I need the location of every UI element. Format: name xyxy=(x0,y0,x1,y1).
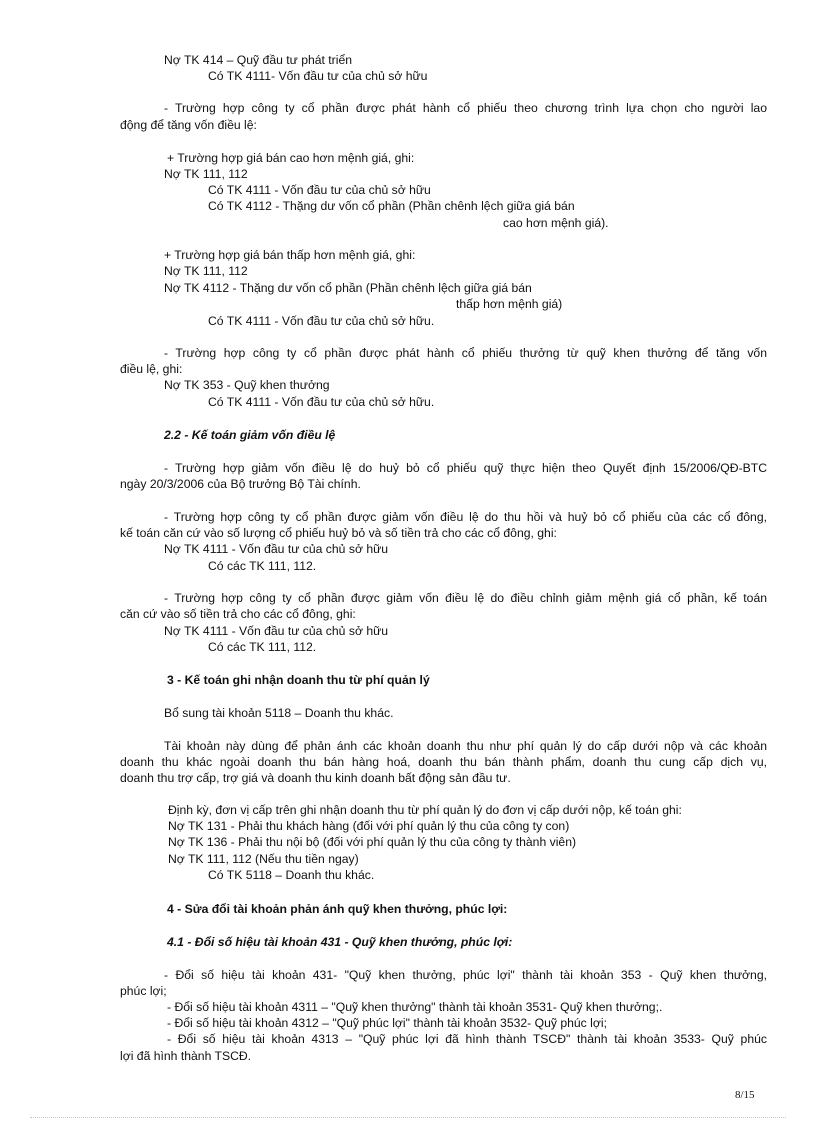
debit-line: Nợ TK 111, 112 (Nếu thu tiền ngay) xyxy=(168,852,359,866)
debit-line: Nợ TK 136 - Phải thu nội bộ (đối với phí quản lý thu của công ty thành viên) xyxy=(168,835,577,849)
credit-line: Có các TK 111, 112. xyxy=(208,559,317,573)
paragraph-line: căn cứ vào số tiền trả cho các cổ đông, ghi: xyxy=(120,607,356,621)
paragraph-line: - Đổi số hiệu tài khoản 431- "Quỹ khen thưởng, phúc lợi" thành tài khoản 353 - Quỹ khen thưởng, xyxy=(164,968,767,982)
section-heading: 4 - Sửa đổi tài khoản phản ánh quỹ khen thưởng, phúc lợi: xyxy=(167,902,508,916)
footer-divider xyxy=(30,1117,786,1118)
debit-line: Nợ TK 111, 112 xyxy=(164,167,248,181)
paragraph-line: - Trường hợp công ty cổ phần được giảm vốn điều lệ do thu hồi và huỷ bỏ cổ phiếu của các cổ đông, xyxy=(164,510,767,524)
credit-line: Có TK 4112 - Thặng dư vốn cổ phần (Phần chênh lệch giữa giá bán xyxy=(208,199,575,213)
debit-line: Nợ TK 414 – Quỹ đầu tư phát triển xyxy=(164,53,353,67)
credit-line: Có TK 4111 - Vốn đầu tư của chủ sở hữu. xyxy=(208,395,435,409)
credit-line-continued: cao hơn mệnh giá). xyxy=(503,216,609,230)
paragraph-line: doanh thu khác ngoài doanh thu bán hàng hoá, doanh thu bán thành phẩm, doanh thu cung cấp dịch vụ, xyxy=(120,755,767,769)
debit-line: Nợ TK 4111 - Vốn đầu tư của chủ sở hữu xyxy=(164,624,389,638)
paragraph-line: - Đổi số hiệu tài khoản 4312 – "Quỹ phúc lợi" thành tài khoản 3532- Quỹ phúc lợi; xyxy=(167,1016,607,1030)
page-number: 8/15 xyxy=(735,1089,755,1101)
paragraph-line: lợi đã hình thành TSCĐ. xyxy=(120,1049,252,1063)
paragraph-line: - Đổi số hiệu tài khoản 4311 – "Quỹ khen thưởng" thành tài khoản 3531- Quỹ khen thưởng;. xyxy=(167,1000,663,1014)
paragraph-line: - Trường hợp công ty cổ phần được phát hành cổ phiếu theo chương trình lựa chọn cho người lao xyxy=(164,101,767,115)
subsection-heading: 4.1 - Đổi số hiệu tài khoản 431 - Quỹ khen thưởng, phúc lợi: xyxy=(167,935,513,949)
paragraph-line: doanh thu trợ cấp, trợ giá và doanh thu kinh doanh bất động sản đầu tư. xyxy=(120,771,511,785)
paragraph-line: kế toán căn cứ vào số lượng cổ phiếu huỷ bỏ và số tiền trả cho các cổ đông, ghi: xyxy=(120,526,557,540)
debit-line: Nợ TK 353 - Quỹ khen thưởng xyxy=(164,378,330,392)
section-heading: 2.2 - Kế toán giảm vốn điều lệ xyxy=(164,428,336,442)
paragraph-line: điều lệ, ghi: xyxy=(120,362,183,376)
paragraph-line: động để tăng vốn điều lệ: xyxy=(120,118,257,132)
credit-line: Có TK 4111- Vốn đầu tư của chủ sở hữu xyxy=(208,69,428,83)
paragraph-line: phúc lợi; xyxy=(120,984,167,998)
paragraph-line: Tài khoản này dùng để phản ánh các khoản doanh thu như phí quản lý do cấp dưới nộp và các khoản xyxy=(164,739,767,753)
paragraph-line: - Trường hợp giảm vốn điều lệ do huỷ bỏ cổ phiếu quỹ thực hiện theo Quyết định 15/2006/QĐ-BTC xyxy=(164,461,767,475)
paragraph-line: Định kỳ, đơn vị cấp trên ghi nhận doanh thu từ phí quản lý do đơn vị cấp dưới nộp, kế toán ghi: xyxy=(168,803,682,817)
section-heading: 3 - Kế toán ghi nhận doanh thu từ phí quản lý xyxy=(167,673,430,687)
credit-line: Có TK 4111 - Vốn đầu tư của chủ sở hữu. xyxy=(208,314,435,328)
paragraph-line: Bổ sung tài khoản 5118 – Doanh thu khác. xyxy=(164,706,394,720)
credit-line: Có các TK 111, 112. xyxy=(208,640,317,654)
paragraph-line: - Trường hợp công ty cổ phần được phát hành cổ phiếu thưởng từ quỹ khen thưởng để tăng vốn xyxy=(164,346,767,360)
debit-line: Nợ TK 4112 - Thặng dư vốn cổ phần (Phần chênh lệch giữa giá bán xyxy=(164,281,532,295)
credit-line: Có TK 5118 – Doanh thu khác. xyxy=(208,868,375,882)
case-heading: + Trường hợp giá bán thấp hơn mệnh giá, ghi: xyxy=(164,248,416,262)
debit-line: Nợ TK 131 - Phải thu khách hàng (đối với phí quản lý thu của công ty con) xyxy=(168,819,570,833)
debit-line: Nợ TK 4111 - Vốn đầu tư của chủ sở hữu xyxy=(164,542,389,556)
paragraph-line: ngày 20/3/2006 của Bộ trưởng Bộ Tài chính. xyxy=(120,477,361,491)
paragraph-line: - Trường hợp công ty cổ phần được giảm vốn điều lệ do điều chỉnh giảm mệnh giá cổ phần, kế toán xyxy=(164,591,767,605)
paragraph-line: - Đổi số hiệu tài khoản 4313 – "Quỹ phúc lợi đã hình thành TSCĐ" thành tài khoản 3533- Quỹ phúc xyxy=(167,1032,767,1046)
case-heading: + Trường hợp giá bán cao hơn mệnh giá, ghi: xyxy=(167,151,415,165)
debit-line: Nợ TK 111, 112 xyxy=(164,264,248,278)
credit-line: Có TK 4111 - Vốn đầu tư của chủ sở hữu xyxy=(208,183,431,197)
debit-line-continued: thấp hơn mệnh giá) xyxy=(456,297,563,311)
